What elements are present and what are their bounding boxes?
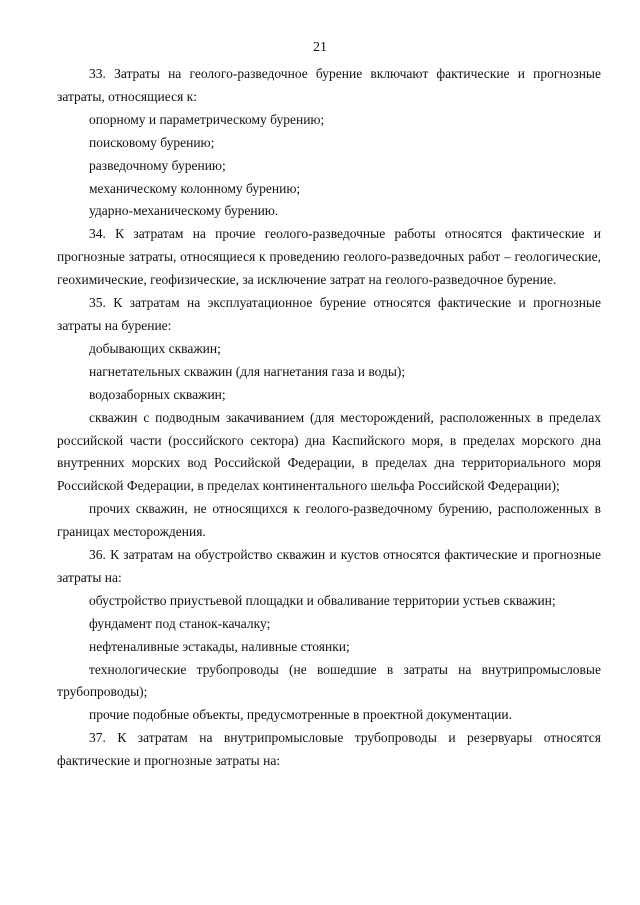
list-item: прочие подобные объекты, предусмотренные в проектной документации. [89, 707, 512, 723]
page-number: 21 [313, 40, 327, 55]
list-item: разведочному бурению; [89, 157, 226, 173]
paragraph-36: 36. К затратам на обустройство скважин и кустов относятся фактические и прогнозные затраты на: [57, 547, 601, 585]
list-item: прочих скважин, не относящихся к геолого-разведочному бурению, расположенных в границах месторождения. [57, 501, 601, 540]
paragraph-33: 33. Затраты на геолого-разведочное бурение включают фактические и прогнозные затраты, относящиеся к: [57, 66, 601, 104]
list-item: добывающих скважин; [89, 340, 221, 356]
paragraph-37: 37. К затратам на внутрипромысловые трубопроводы и резервуары относятся фактические и прогнозные затраты на: [57, 730, 601, 769]
paragraph-34: 34. К затратам на прочие геолого-разведочные работы относятся фактические и прогнозные затраты, относящиеся к проведению геолого-разведочных работ – геологические, геохимические, геофизические, за исключение затрат на геолого-разведочное бурение. [57, 226, 601, 288]
list-item: поисковому бурению; [89, 134, 215, 150]
list-item: нефтеналивные эстакады, наливные стоянки; [89, 638, 350, 654]
list-item: технологические трубопроводы (не вошедшие в затраты на внутрипромысловые трубопроводы); [57, 661, 601, 700]
list-item: водозаборных скважин; [89, 386, 226, 402]
list-item: скважин с подводным закачиванием (для месторождений, расположенных в пределах российской части (российского сектора) дна Каспийского моря, в пределах морского дна внутренних морских вод Российской Федерации, в пределах дна территориального моря Российской Федерации, в пределах континентального шельфа Российской Федерации); [57, 409, 601, 494]
document-body [57, 63, 601, 773]
list-item: нагнетательных скважин (для нагнетания газа и воды); [89, 363, 406, 379]
paragraph-35: 35. К затратам на эксплуатационное бурение относятся фактические и прогнозные затраты на бурение: [57, 295, 601, 333]
list-item: обустройство приустьевой площадки и обваливание территории устьев скважин; [89, 592, 556, 608]
list-item: фундамент под станок-качалку; [89, 615, 271, 631]
list-item: опорному и параметрическому бурению; [89, 111, 325, 127]
list-item: механическому колонному бурению; [89, 180, 301, 196]
list-item: ударно-механическому бурению. [89, 203, 279, 219]
